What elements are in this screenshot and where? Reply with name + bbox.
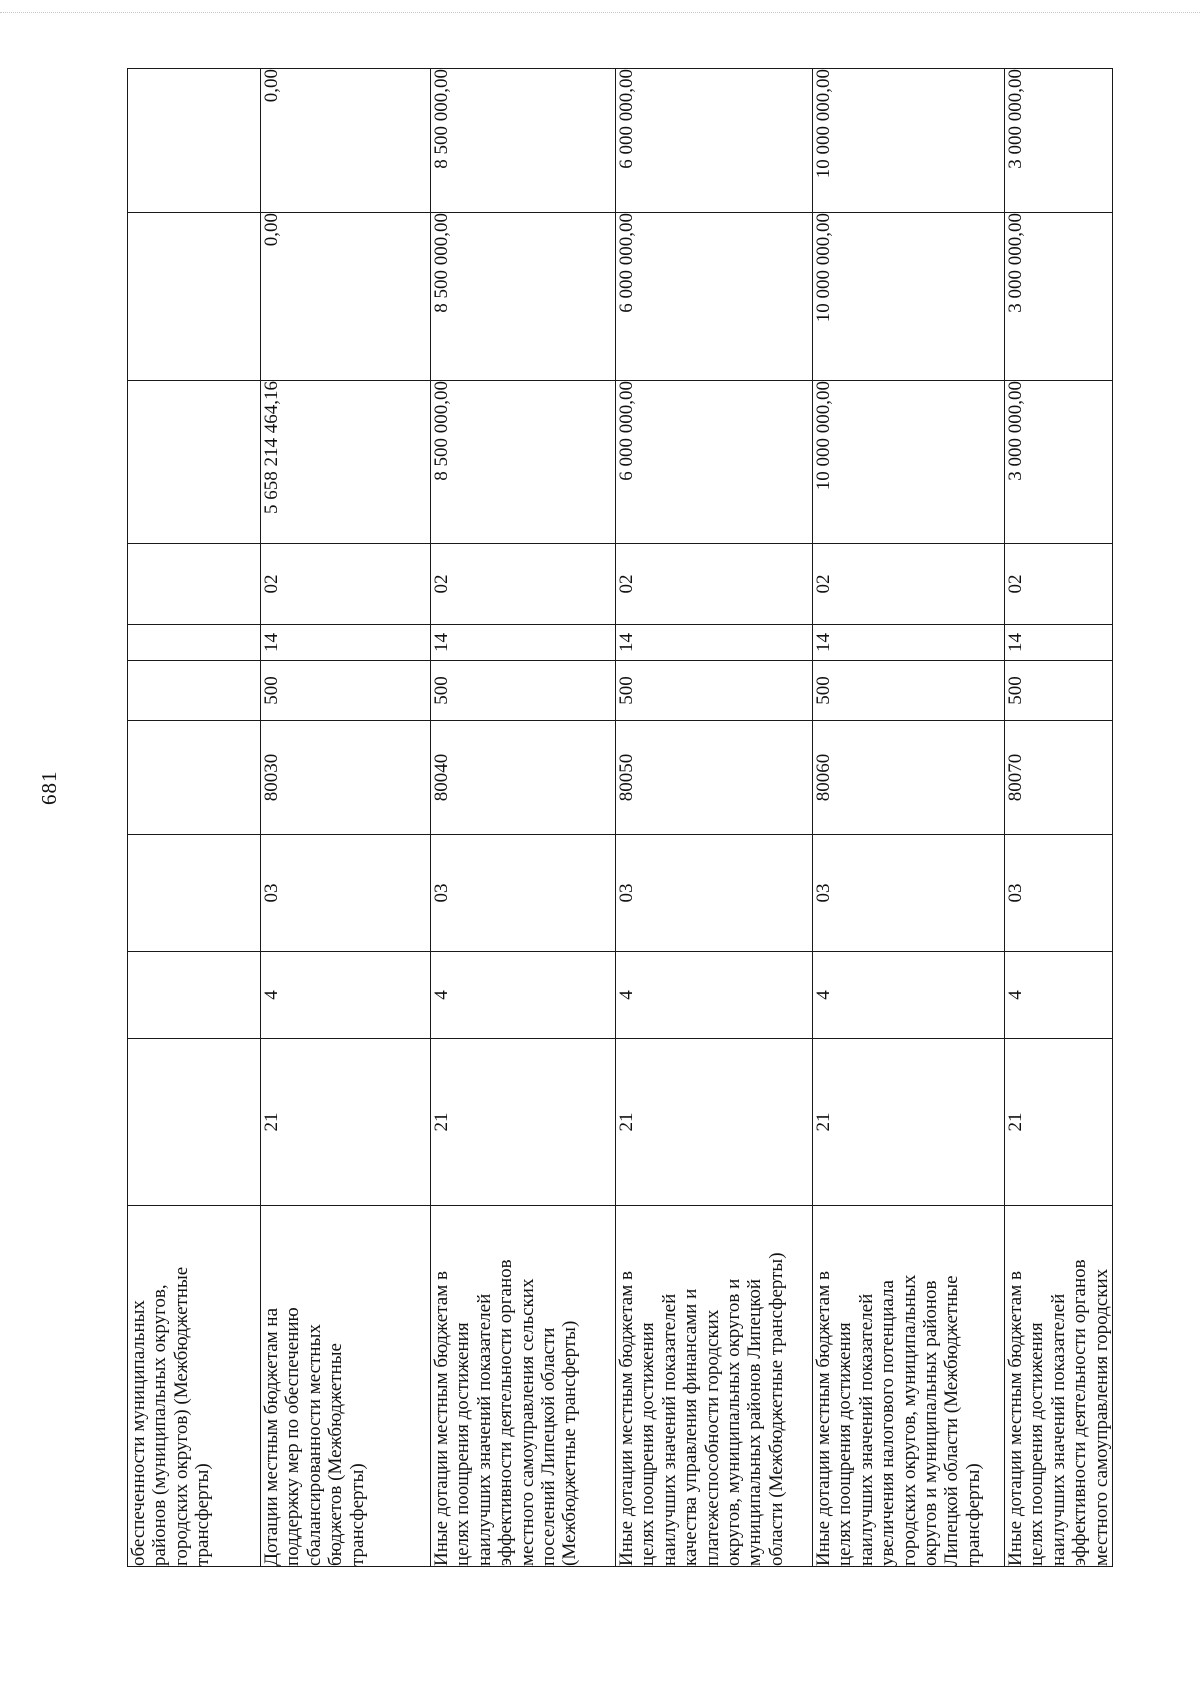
amount-year-3-cell [261, 69, 431, 213]
amount-year-2-text: 0,00 [261, 213, 282, 247]
amount-year-2-text: 10 000 000,00 [813, 213, 834, 323]
amount-year-2-cell [813, 213, 1005, 381]
budget-table [127, 68, 1113, 1567]
expense-type-text: 500 [261, 676, 282, 705]
expense-type-cell [431, 661, 616, 721]
amount-year-1-text: 3 000 000,00 [1005, 381, 1026, 481]
subsection-code-text: 02 [261, 574, 282, 594]
subsection-code-text: 02 [1005, 574, 1026, 594]
program-code-text: 4 [1005, 990, 1026, 1000]
target-item-code-text: 80060 [813, 753, 834, 802]
section-code-cell [431, 625, 616, 661]
program-code-cell [616, 952, 813, 1039]
program-code-text: 4 [813, 990, 834, 1000]
subsection-code-text: 02 [616, 574, 637, 594]
amount-year-1-cell [431, 381, 616, 544]
section-code-cell [616, 625, 813, 661]
amount-year-2-cell [616, 213, 813, 381]
rotated-page-content [37, 69, 1112, 1567]
expense-type-text: 500 [431, 676, 452, 705]
amount-year-1-cell [616, 381, 813, 544]
subprogram-code-cell [813, 835, 1005, 952]
subsection-code-cell [431, 544, 616, 625]
subsection-code-cell [128, 544, 261, 625]
target-item-code-text: 80040 [431, 753, 452, 802]
section-code-text: 14 [1005, 633, 1026, 652]
section-code-text: 14 [813, 633, 834, 652]
program-code-cell [431, 952, 616, 1039]
row-description [616, 1206, 813, 1567]
grbs-code-cell [128, 1039, 261, 1206]
grbs-code-text: 21 [1005, 1112, 1026, 1132]
subsection-code-cell [813, 544, 1005, 625]
amount-year-1-cell [813, 381, 1005, 544]
subprogram-code-text: 03 [1005, 883, 1026, 903]
grbs-code-text: 21 [431, 1112, 452, 1132]
amount-year-2-cell [431, 213, 616, 381]
grbs-code-text: 21 [261, 1112, 282, 1132]
table-row [431, 69, 616, 1567]
row-description [431, 1206, 616, 1567]
target-item-code-text: 80030 [261, 753, 282, 802]
subprogram-code-cell [128, 835, 261, 952]
row-description [128, 1206, 261, 1567]
expense-type-cell [128, 661, 261, 721]
amount-year-2-text: 8 500 000,00 [431, 213, 452, 313]
amount-year-1-text: 10 000 000,00 [813, 381, 834, 491]
expense-type-cell [813, 661, 1005, 721]
section-code-text: 14 [431, 633, 452, 652]
program-code-cell [128, 952, 261, 1039]
section-code-cell [261, 625, 431, 661]
section-code-text: 14 [261, 633, 282, 652]
amount-year-1-cell [261, 381, 431, 544]
grbs-code-cell [261, 1039, 431, 1206]
row-description: Иные дотации местным бюджетам в целях поощрения достижения наилучших значений показателей эффективности деятельности органов местного самоуправления городских [1005, 1259, 1112, 1566]
amount-year-3-cell [813, 69, 1005, 213]
amount-year-3-text: 8 500 000,00 [431, 69, 452, 169]
subsection-code-cell [616, 544, 813, 625]
expense-type-text: 500 [813, 676, 834, 705]
row-description: Иные дотации местным бюджетам в целях поощрения достижения наилучших значений показателей качества управления финансами и платежеспособности городских округов, муниципальных округов и муниципальных районов Липецкой области (Межбюджетные трансферты) [616, 1252, 787, 1566]
subsection-code-cell [1005, 544, 1113, 625]
amount-year-3-cell [431, 69, 616, 213]
subprogram-code-text: 03 [813, 883, 834, 903]
amount-year-2-cell [128, 213, 261, 381]
expense-type-text: 500 [616, 676, 637, 705]
subprogram-code-cell [616, 835, 813, 952]
target-item-code-cell [616, 721, 813, 835]
table-row [128, 69, 261, 1567]
target-item-code-cell [261, 721, 431, 835]
row-description [813, 1206, 1005, 1567]
amount-year-2-text: 3 000 000,00 [1005, 213, 1026, 313]
grbs-code-text: 21 [813, 1112, 834, 1132]
row-description: Дотации местным бюджетам на поддержку мер по обеспечению сбалансированности местных бюджетов (Межбюджетные трансферты) [261, 1307, 368, 1566]
amount-year-2-cell [1005, 213, 1113, 381]
target-item-code-cell [431, 721, 616, 835]
amount-year-3-cell [128, 69, 261, 213]
amount-year-1-text: 5 658 214 464,16 [261, 381, 282, 514]
subprogram-code-text: 03 [431, 883, 452, 903]
grbs-code-cell [1005, 1039, 1113, 1206]
table-row [616, 69, 813, 1567]
target-item-code-cell [128, 721, 261, 835]
target-item-code-cell [813, 721, 1005, 835]
subprogram-code-text: 03 [261, 883, 282, 903]
subprogram-code-text: 03 [616, 883, 637, 903]
scan-edge-line [0, 12, 1200, 13]
program-code-cell [813, 952, 1005, 1039]
target-item-code-cell [1005, 721, 1113, 835]
amount-year-1-cell [128, 381, 261, 544]
subprogram-code-cell [431, 835, 616, 952]
table-row [813, 69, 1005, 1567]
amount-year-3-text: 3 000 000,00 [1005, 69, 1026, 169]
grbs-code-cell [813, 1039, 1005, 1206]
expense-type-text: 500 [1005, 676, 1026, 705]
row-description [261, 1206, 431, 1567]
table-body [128, 69, 1113, 1567]
amount-year-2-cell [261, 213, 431, 381]
subprogram-code-cell [1005, 835, 1113, 952]
section-code-cell [1005, 625, 1113, 661]
section-code-text: 14 [616, 633, 637, 652]
subsection-code-text: 02 [431, 574, 452, 594]
program-code-cell [261, 952, 431, 1039]
row-description: Иные дотации местным бюджетам в целях поощрения достижения наилучших значений показателей эффективности деятельности органов местного самоуправления сельских поселений Липецкой области (Межбюджетные трансферты) [431, 1259, 581, 1566]
program-code-cell [1005, 952, 1113, 1039]
program-code-text: 4 [261, 990, 282, 1000]
row-description: обеспеченности муниципальных районов (муниципальных округов, городских округов) (Межбюджетные трансферты) [128, 1266, 214, 1566]
target-item-code-text: 80050 [616, 753, 637, 802]
subprogram-code-cell [261, 835, 431, 952]
subsection-code-text: 02 [813, 574, 834, 594]
expense-type-cell [261, 661, 431, 721]
program-code-text: 4 [616, 990, 637, 1000]
amount-year-1-text: 6 000 000,00 [616, 381, 637, 481]
amount-year-1-cell [1005, 381, 1113, 544]
grbs-code-cell [616, 1039, 813, 1206]
page-number: 681 [37, 770, 61, 805]
amount-year-3-text: 6 000 000,00 [616, 69, 637, 169]
amount-year-3-cell [1005, 69, 1113, 213]
amount-year-2-text: 6 000 000,00 [616, 213, 637, 313]
table-row [261, 69, 431, 1567]
row-description: Иные дотации местным бюджетам в целях поощрения достижения наилучших значений показателей увеличения налогового потенциала городских округов, муниципальных округов и муниципальных районов Липецкой области (Межбюджетные трансферты) [813, 1271, 984, 1566]
expense-type-cell [1005, 661, 1113, 721]
grbs-code-text: 21 [616, 1112, 637, 1132]
target-item-code-text: 80070 [1005, 753, 1026, 802]
amount-year-3-cell [616, 69, 813, 213]
amount-year-1-text: 8 500 000,00 [431, 381, 452, 481]
subsection-code-cell [261, 544, 431, 625]
row-description [1005, 1206, 1113, 1567]
expense-type-cell [616, 661, 813, 721]
section-code-cell [813, 625, 1005, 661]
section-code-cell [128, 625, 261, 661]
amount-year-3-text: 0,00 [261, 69, 282, 103]
amount-year-3-text: 10 000 000,00 [813, 69, 834, 179]
table-row [1005, 69, 1113, 1567]
program-code-text: 4 [431, 990, 452, 1000]
grbs-code-cell [431, 1039, 616, 1206]
